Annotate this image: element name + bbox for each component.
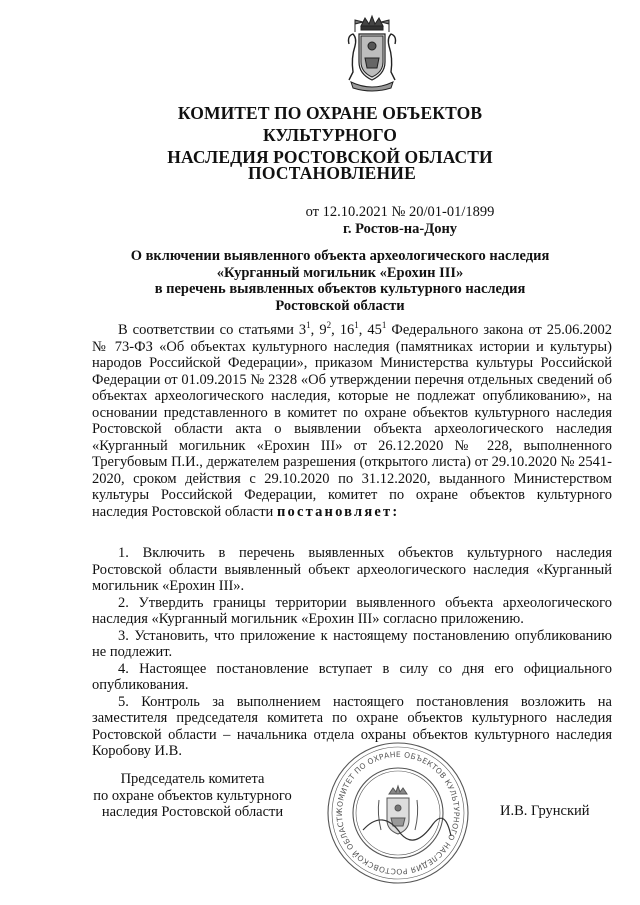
signatory-title [80,771,305,821]
signatory-title-line2: по охране объектов культурного [93,787,292,804]
superscript: 2 [326,320,332,330]
preamble-paragraph [92,322,612,520]
signatory-title-line3: наследия Ростовской области [101,804,284,820]
subject-line3: в перечень выявленных объектов культурного наследия [154,281,526,297]
resolution-item: 4. Настоящее постановление вступает в силу со дня его официального опубликования. [92,660,612,693]
resolution-item: 3. Установить, что приложение к настоящему постановлению опубликованию не подлежит. [92,627,612,660]
resolution-item: 1. Включить в перечень выявленных объектов культурного наследия Ростовской области выявленный объект археологического наследия «Курганный могильник «Ерохин III». [92,545,612,594]
preamble-text: , 16 [331,322,355,338]
subject-line1: О включении выявленного объекта археологического наследия [130,248,550,264]
subject-line4: Ростовской области [275,297,405,314]
document-type: ПОСТАНОВЛЕНИЕ [248,163,416,183]
signatory-title-line1: Председатель комитета [120,771,265,787]
org-name-line1: КОМИТЕТ ПО ОХРАНЕ ОБЪЕКТОВ КУЛЬТУРНОГО [177,103,483,145]
preamble-text: , 9 [310,322,327,338]
signatory-name: И.В. Грунский [500,803,590,819]
coat-of-arms-icon [343,14,401,92]
resolution-item: 5. Контроль за выполнением настоящего постановления возложить на заместителя председателя комитета по охране объектов культурного наследия Ростовской области – начальника отдела охраны объектов культурного наследия Коробову И.В. [92,693,612,759]
official-seal-icon [323,738,473,888]
city: г. Ростов-на-Дону [342,221,458,237]
resolution-item: 2. Утвердить границы территории выявленного объекта археологического наследия «Курганный могильник «Ерохин III» согласно приложению. [92,594,612,627]
subject-line2: «Курганный могильник «Ерохин III» [216,264,464,281]
preamble-text: В соответствии со статьями 3 [118,322,307,338]
preamble-text: Федерального закона от 25.06.2002 № 73-ФЗ «Об объектах культурного наследия (памятниках истории и культуры) народов Российской Федерации», приказом Министерства культуры Российской Федерации от 01.09.2015 № 2328 «Об утверждении перечня отдельных сведений об объектах археологического наследия, которые не подлежат опубликованию», на основании представленного в комитет по охране объектов культурного наследия Ростовской области акта о выявлении объекта археологического наследия «Курганный могильник «Ерохин III» от 26.12.2020 № 228, выполненного Трегубовым П.И., держателем разрешения (открытого листа) от 29.10.2020 № 2541-2020, сроком действия с 29.10.2020 по 31.12.2020, выданного Министерством культуры Российской Федерации, комитет по охране объектов культурного наследия Ростовской области [92,322,612,520]
svg-text:КОМИТЕТ ПО ОХРАНЕ ОБЪЕКТОВ КУЛ: КОМИТЕТ ПО ОХРАНЕ ОБЪЕКТОВ КУЛЬТУРНОГО НАСЛЕДИЯ РОСТОВСКОЙ ОБЛАСТИ [334,749,462,877]
document-subject [120,248,560,314]
resolves-word: постановляет: [276,503,400,520]
preamble-text: , 45 [358,322,382,338]
resolution-items [92,545,612,760]
superscript: 1 [354,320,359,330]
date-and-number: от 12.10.2021 № 20/01-01/1899 [305,204,495,220]
superscript: 1 [306,320,311,330]
issuing-organization [120,102,540,168]
org-name-line2: НАСЛЕДИЯ РОСТОВСКОЙ ОБЛАСТИ [167,147,493,167]
superscript: 1 [381,320,387,330]
